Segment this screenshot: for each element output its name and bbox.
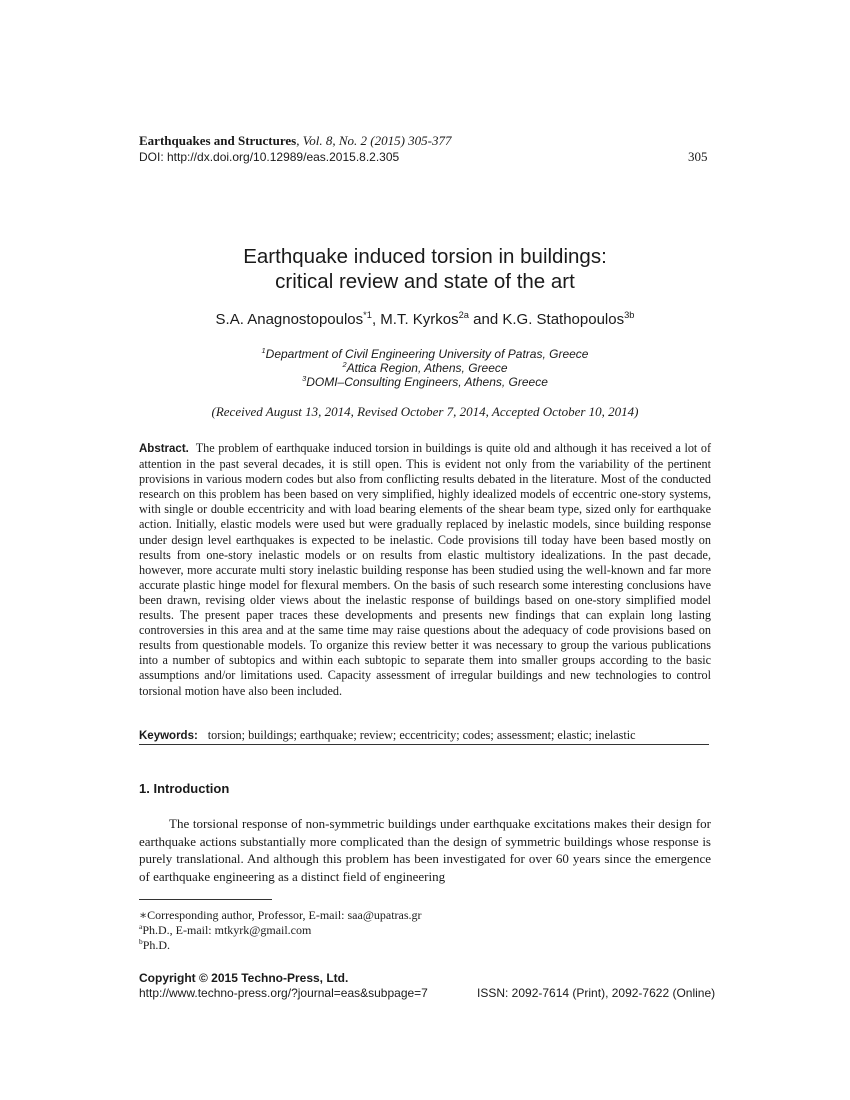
- affiliation-1: [0, 347, 850, 361]
- affiliation-3: [0, 375, 850, 389]
- journal-url[interactable]: http://www.techno-press.org/?journal=eas&subpage=7: [139, 986, 428, 1000]
- keywords-divider: [139, 744, 709, 745]
- footnote-marker: a: [139, 922, 143, 931]
- journal-name: Earthquakes and Structures: [139, 133, 297, 148]
- affiliation-marker: 3: [302, 374, 307, 383]
- title-line-2: critical review and state of the art: [275, 270, 575, 293]
- page-number: 305: [688, 149, 708, 164]
- footnote-b: [139, 938, 170, 953]
- author-1: S.A. Anagnostopoulos: [215, 311, 364, 328]
- introduction-paragraph: The torsional response of non-symmetric buildings under earthquake excitations makes their design for earthquake actions substantially more complicated than the design of symmetric buildings whose response is purely translational. And although this problem has been investigated for over 60 years since the emergence of earthquake engineering as a distinct field of engineering: [139, 816, 711, 885]
- affiliation-text: Attica Region, Athens, Greece: [346, 361, 508, 375]
- journal-volume: , Vol. 8, No. 2 (2015) 305-377: [296, 133, 452, 148]
- keywords-text: torsion; buildings; earthquake; review; eccentricity; codes; assessment; elastic; inelastic: [207, 728, 636, 742]
- copyright: Copyright © 2015 Techno-Press, Ltd.: [139, 971, 349, 985]
- author-list: [0, 311, 850, 328]
- keywords: [139, 728, 709, 743]
- footnote-a: [139, 923, 311, 938]
- footnote-text: Ph.D.: [142, 938, 171, 952]
- keywords-label: Keywords:: [139, 730, 198, 742]
- abstract: [139, 441, 711, 699]
- author-3: K.G. Stathopoulos: [502, 311, 625, 328]
- issn: ISSN: 2092-7614 (Print), 2092-7622 (Online): [477, 986, 716, 1000]
- title-line-1: Earthquake induced torsion in buildings:: [243, 245, 607, 268]
- affiliation-text: Department of Civil Engineering University of Patras, Greece: [265, 347, 589, 361]
- doi-link[interactable]: DOI: http://dx.doi.org/10.12989/eas.2015.8.2.305: [139, 150, 400, 164]
- author-2-marker: 2a: [458, 310, 469, 320]
- footnote-corresponding: [139, 908, 422, 923]
- author-separator: and: [468, 311, 503, 328]
- footnote-text: ∗Corresponding author, Professor, E-mail: saa@upatras.gr: [139, 908, 422, 922]
- footnote-marker: b: [139, 937, 143, 946]
- section-heading: 1. Introduction: [139, 781, 230, 796]
- abstract-label: Abstract.: [139, 443, 189, 455]
- author-separator: ,: [371, 311, 381, 328]
- affiliation-text: DOMI–Consulting Engineers, Athens, Greece: [306, 375, 548, 389]
- footnote-text: Ph.D., E-mail: mtkyrk@gmail.com: [142, 923, 312, 937]
- footnote-divider: [139, 899, 272, 900]
- author-3-marker: 3b: [624, 310, 635, 320]
- author-2: M.T. Kyrkos: [380, 311, 459, 328]
- paper-title: [0, 244, 850, 294]
- journal-citation: [139, 133, 452, 149]
- affiliation-marker: 2: [342, 360, 347, 369]
- abstract-text: The problem of earthquake induced torsion in buildings is quite old and although it has received a lot of attention in the past several decades, it is still open. This is evident not only from the variability of the pertinent provisions in various modern codes but also from conflicting results debated in the literature. Most of the conducted research on this problem has been based on very simplified, highly idealized models of eccentric one-story systems, with single or double eccentricity and with load bearing elements of the shear beam type, sized only for earthquake action. Initially, elastic models were used but were gradually replaced by inelastic models, since building response under design level earthquakes is expected to be inelastic. Code provisions till today have been based mostly on results from one-story inelastic models or on results from elastic multistory idealizations. In the past decade, however, more accurate multi story inelastic building response has been studied using the well-known and far more accurate plastic hinge model for flexural members. On the basis of such research some interesting conclusions have been drawn, revising older views about the inelastic response of buildings based on one-story simplified model results. The present paper traces these developments and presents new findings that can explain long lasting controversies in this area and at the same time may raise questions about the adequacy of code provisions based on results from questionable models. To organize this review better it was necessary to group the various publications into a number of subtopics and within each subtopic to separate them into smaller groups according to the basic assumptions and/or limitations used. Capacity assessment of irregular buildings and new technologies to control torsional motion have also been included.: [139, 441, 711, 698]
- author-1-marker: *1: [363, 310, 372, 320]
- affiliation-2: [0, 361, 850, 375]
- received-dates: (Received August 13, 2014, Revised October 7, 2014, Accepted October 10, 2014): [211, 404, 639, 419]
- affiliation-marker: 1: [261, 346, 266, 355]
